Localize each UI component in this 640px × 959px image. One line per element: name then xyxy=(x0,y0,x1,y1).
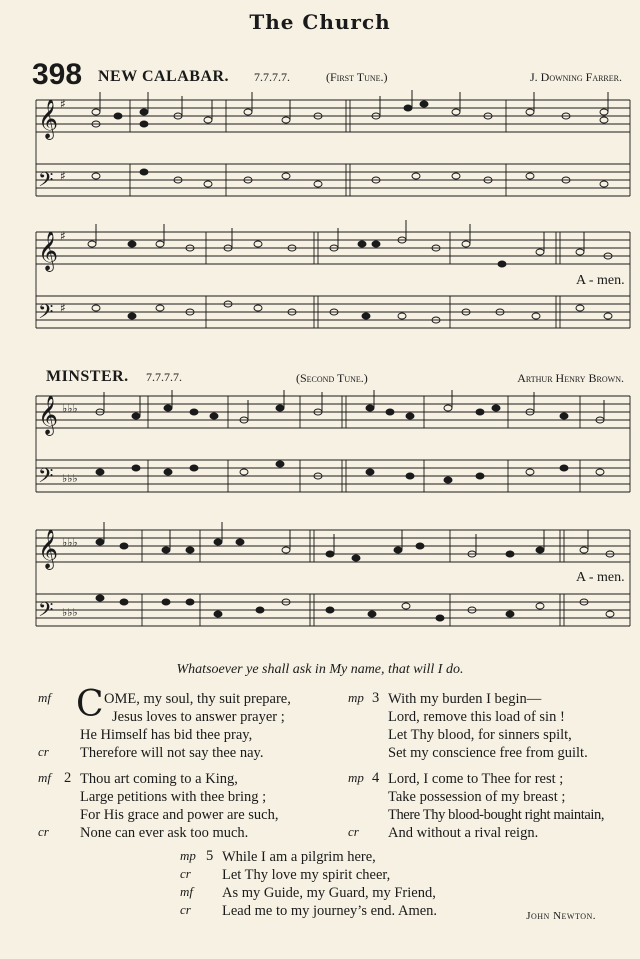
svg-text:𝄞: 𝄞 xyxy=(38,395,59,435)
verse-2 xyxy=(0,770,340,850)
svg-text:♯: ♯ xyxy=(60,97,66,111)
svg-text:♭♭♭: ♭♭♭ xyxy=(62,606,78,619)
svg-text:𝄢: 𝄢 xyxy=(38,300,54,328)
staff-bass-2 xyxy=(36,296,630,328)
composer-2: Arthur Henry Brown. xyxy=(517,371,624,385)
verse-line: There Thy blood-bought right maintain, xyxy=(388,807,605,823)
verse-line: Thou art coming to a King, xyxy=(80,771,238,787)
verse-line: Jesus loves to answer prayer ; xyxy=(112,709,285,725)
verse-number: 5 xyxy=(206,848,214,864)
svg-text:𝄢: 𝄢 xyxy=(38,168,54,196)
music-score-new-calabar xyxy=(0,88,640,358)
dynamic-mark: mp xyxy=(348,690,364,705)
composer-1: J. Downing Farrer. xyxy=(529,70,622,84)
verse-line: Therefore will not say thee nay. xyxy=(80,745,264,761)
meter-2: 7.7.7.7. xyxy=(146,370,182,384)
svg-text:♯: ♯ xyxy=(60,301,66,315)
tune-note-2: (Second Tune.) xyxy=(296,371,368,385)
dynamic-mark: mf xyxy=(38,690,51,705)
amen-2: A - men. xyxy=(576,570,625,585)
dynamic-mark: mp xyxy=(180,848,196,863)
hymn-number: 398 xyxy=(32,58,83,91)
verse-line: Take possession of my breast ; xyxy=(388,789,566,805)
verse-line: Lord, I come to Thee for rest ; xyxy=(388,771,564,787)
svg-text:𝄞: 𝄞 xyxy=(38,231,59,271)
verse-line: Let Thy love my spirit cheer, xyxy=(222,867,391,883)
svg-text:𝄢: 𝄢 xyxy=(38,464,54,492)
svg-text:♯: ♯ xyxy=(60,229,66,243)
svg-text:𝄞: 𝄞 xyxy=(38,99,59,139)
tune-note-1: (First Tune.) xyxy=(326,70,388,84)
dynamic-mark: mf xyxy=(180,884,193,899)
verse-line: As my Guide, my Guard, my Friend, xyxy=(222,885,436,901)
verse-line: Lord, remove this load of sin ! xyxy=(388,709,565,725)
meter-1: 7.7.7.7. xyxy=(254,70,290,84)
dynamic-mark: mf xyxy=(38,770,51,785)
verse-line: Set my conscience free from guilt. xyxy=(388,745,588,761)
verse-number: 2 xyxy=(64,770,72,786)
verse-line: Let Thy blood, for sinners spilt, xyxy=(388,727,572,743)
verse-5 xyxy=(170,848,570,928)
tune-name-1: NEW CALABAR. xyxy=(98,68,230,85)
scripture-text: Whatsoever ye shall ask in My name, that will I do. xyxy=(176,662,464,677)
tune-name-2: MINSTER. xyxy=(46,368,129,385)
verse-line: With my burden I begin— xyxy=(388,691,542,707)
dynamic-mark: cr xyxy=(38,824,49,839)
verse-line: Large petitions with thee bring ; xyxy=(80,789,267,805)
dynamic-mark: mp xyxy=(348,770,364,785)
verse-number: 3 xyxy=(372,690,380,706)
verse-line: Lead me to my journey’s end. Amen. xyxy=(222,903,438,919)
dynamic-mark: cr xyxy=(38,744,49,759)
svg-text:𝄢: 𝄢 xyxy=(38,598,54,626)
svg-text:♭♭♭: ♭♭♭ xyxy=(62,472,78,485)
staff-treble-1 xyxy=(36,100,630,132)
staff-bass-1 xyxy=(36,164,630,196)
verse-line: For His grace and power are such, xyxy=(80,807,279,823)
amen-1: A - men. xyxy=(576,273,625,288)
drop-cap: C xyxy=(76,684,104,725)
verse-line: None can ever ask too much. xyxy=(80,825,249,841)
music-score-minster xyxy=(0,390,640,650)
verse-line: While I am a pilgrim here, xyxy=(222,849,376,865)
verse-line: And without a rival reign. xyxy=(388,825,539,841)
page-title: The Church xyxy=(249,10,391,34)
dynamic-mark: cr xyxy=(348,824,359,839)
svg-text:♯: ♯ xyxy=(60,169,66,183)
dynamic-mark: cr xyxy=(180,866,191,881)
svg-text:♭♭♭: ♭♭♭ xyxy=(62,402,78,415)
verse-number: 4 xyxy=(372,770,380,786)
svg-text:𝄞: 𝄞 xyxy=(38,529,59,569)
verse-3 xyxy=(340,690,640,770)
verse-line: He Himself has bid thee pray, xyxy=(80,727,253,743)
staff-treble-2 xyxy=(36,232,630,264)
verse-line: OME, my soul, thy suit prepare, xyxy=(104,691,291,707)
author-credit: John Newton. xyxy=(526,910,596,922)
svg-text:♭♭♭: ♭♭♭ xyxy=(62,536,78,549)
verse-4 xyxy=(340,770,640,850)
dynamic-mark: cr xyxy=(180,902,191,917)
